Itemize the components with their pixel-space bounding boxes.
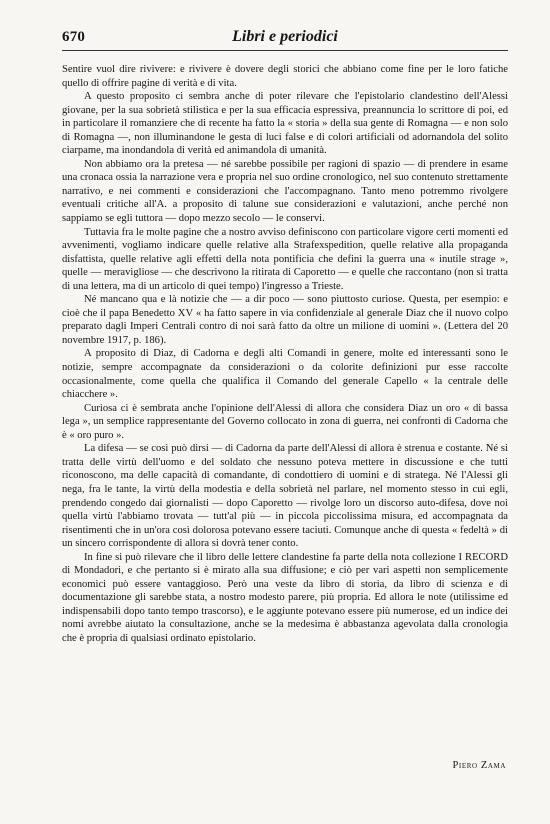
paragraph-3: Non abbiamo ora la pretesa — né sarebbe possibile per ragioni di spazio — di prendere in esame una cronaca ossia la narrazione vera e propria nel suo ordine cronologico, nel suo contenuto strettamente narrativo, e nei commenti e considerazioni che l'accompagnano. Tanto meno potremmo rivolgere eventuali critiche all'A. a proposito di talune sue considerazioni e valutazioni, anche perché non sappiamo se egli tuttora — dopo mezzo secolo — le conservi.	[62, 158, 508, 225]
article-body	[62, 63, 508, 646]
paragraph-9: In fine si può rilevare che il libro delle lettere clandestine fa parte della nota collezione I RECORD di Mondadori, e che pertanto si è mirato alla sua diffusione; e ciò per vari aspetti non semplicemente economici può essere vantaggioso. Però una veste da libro di storia, da libro di scienza e di documentazione gli sarebbe stata, a nostro modesto parere, più propria. Ed allora le note (utilissime ed indispensabili dopo tanto tempo trascorso), e le aggiunte potevano essere più numerose, ed un indice dei nomi avrebbe aiutato la consultazione, anche se la medesima è abbastanza agevolata dalla cronologia che è propria di qualsiasi ordinato epistolario.	[62, 551, 508, 644]
paragraph-1: Sentire vuol dire rivivere: e rivivere è dovere degli storici che abbiano come fine per le loro fatiche quello di offrire pagine di verità e di vita.	[62, 64, 508, 89]
paragraph-5: Né mancano qua e là notizie che — a dir poco — sono piuttosto curiose. Questa, per esempio: e cioè che il papa Benedetto XV « ha fatto sapere in via confidenziale al generale Diaz che il nuovo colpo preparato dagli Imperi Centrali contro di noi sarà fatto da oltre un milione di uomini ». (Lettera del 20 novembre 1917, p. 186).	[62, 294, 508, 346]
paragraph-4: Tuttavia fra le molte pagine che a nostro avviso definiscono con particolare vigore certi momenti ed avvenimenti, vogliamo indicare quelle relative alla Strafexspedition, quelle relative alla propaganda disfattista, quelle relative agli effetti della nota pontificia che definì la guerra una « inutile strage », quelle — meravigliose — che descrivono la ritirata di Caporetto — e quelle che raccontano (non si tratta di una lettera, ma di un articolo di quei tempo) l'ingresso a Trieste.	[62, 226, 508, 292]
paragraph-8: La difesa — se così può dirsi — di Cadorna da parte dell'Alessi di allora è strenua e costante. Né si tratta delle virtù dell'uomo e del soldato che nessuno poteva mettere in discussione e che tutti riconoscono, ma delle capacità di comandante, di condottiero di uomini e di stratega. Né l'Alessi gli nega, fra le tante, la virtù della modestia e della sobrietà nel parlare, nel momento stesso in cui egli, prendendo congedo dai giornalisti — dopo Caporetto — rivolge loro un discorso auto-difesa, dove noi quella virtù l'abbiamo trovata — tutt'al più — in piccola piccolissima misura, ed accompagnata da risentimenti che in un'ora così dolorosa potevano essere taciuti. Comunque anche di questa « fedeltà » di un sincero corrispondente di allora si dovrà tener conto.	[62, 443, 508, 550]
paragraph-2: A questo proposito ci sembra anche di poter rilevare che l'epistolario clandestino dell'Alessi giovane, per la sua sobrietà stilistica e per la sua efficacia espressiva, preannuncia lo scrittore di poi, ed in particolare il romanziere che di recente ha fatto la « storia » della sua gente di Romagna — e non solo di Romagna —, non illuminandone le gesta di luci false e di colori artificiali od adornandola del solito ciarpame, ma inondandola di verità ed animandola di umanità.	[62, 91, 508, 157]
section-title: Libri e periodici	[232, 28, 338, 45]
author-signature: Piero Zama	[452, 760, 506, 771]
paragraph-7: Curiosa ci è sembrata anche l'opinione dell'Alessi di allora che considera Diaz un oro « di bassa lega », un semplice rappresentante del Governo collocato in zona di guerra, nei confronti di Cadorna che è « oro puro ».	[62, 402, 508, 441]
page-number: 670	[62, 29, 86, 45]
paragraph-6: A proposito di Diaz, di Cadorna e degli alti Comandi in genere, molte ed interessanti sono le notizie, sempre accompagnate da considerazioni o da colorite definizioni pur esse raccolte occasionalmente, come quella che qualifica il Comando del generale Capello « la centrale delle chiacchere ».	[62, 348, 508, 401]
running-header	[62, 28, 508, 51]
